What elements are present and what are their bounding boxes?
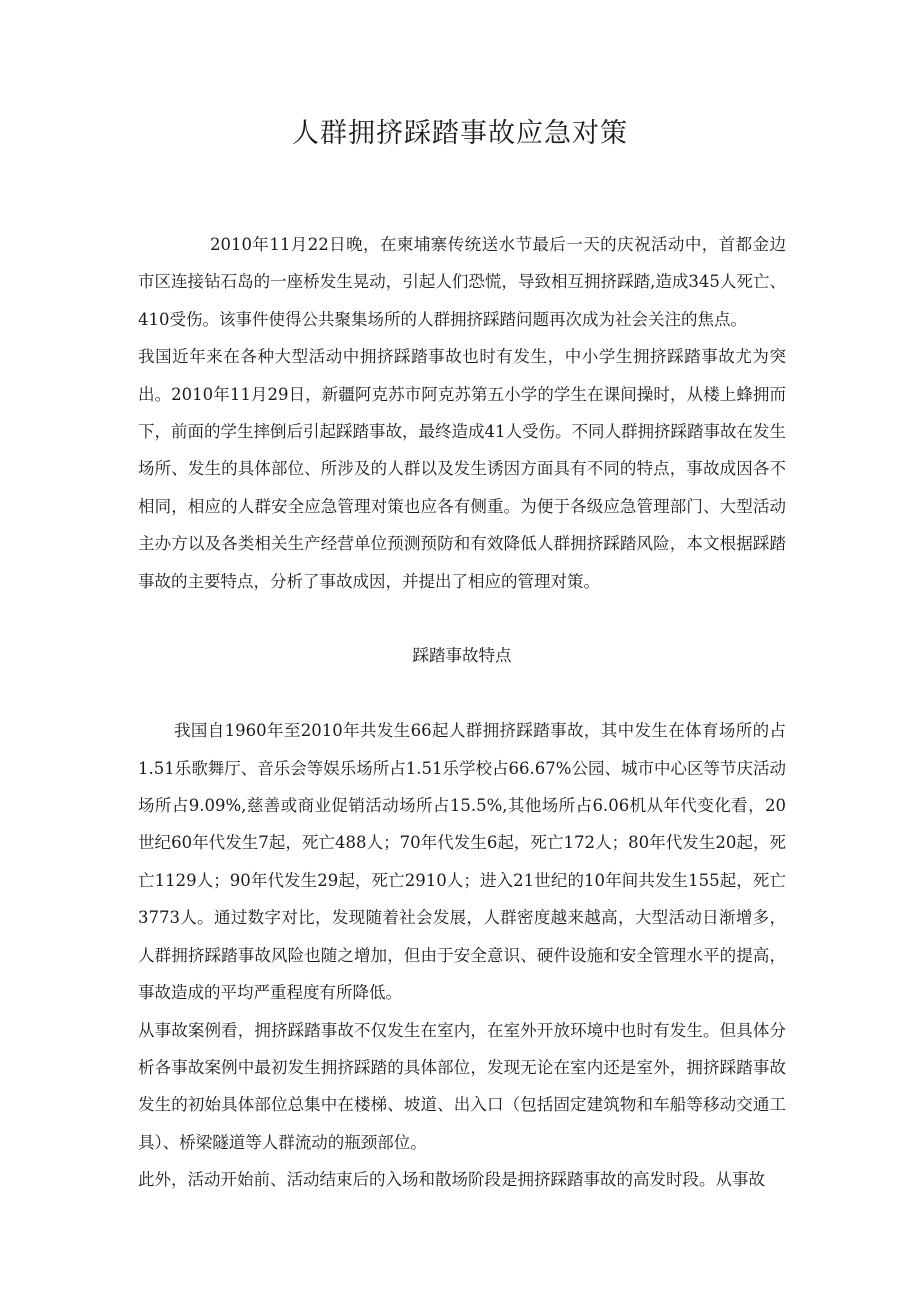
paragraph-timing: 此外，活动开始前、活动结束后的入场和散场阶段是拥挤踩踏事故的高发时段。从事故 xyxy=(138,1170,765,1190)
paragraph-china-overview: 我国近年来在各种大型活动中拥挤踩踏事故也时有发生，中小学生拥挤踩踏事故尤为突出。2010年11月29日，新疆阿克苏市阿克苏第五小学的学生在课间操时，从楼上蜂拥而下，前面的学生摔倒后引起踩踏事故，最终造成41人受伤。不同人群拥挤踩踏事故在发生场所、发生的具体部位、所涉及的人群以及发生诱因方面具有不同的特点，事故成因各不相同，相应的人群安全应急管理对策也应各有侧重。为便于各级应急管理部门、大型活动主办方以及各类相关生产经营单位预测预防和有效降低人群拥挤踩踏风险，本文根据踩踏事故的主要特点，分析了事故成因，并提出了相应的管理对策。 xyxy=(138,347,786,591)
document-title: 人群拥挤踩踏事故应急对策 xyxy=(292,118,628,149)
paragraph-locations: 从事故案例看，拥挤踩踏事故不仅发生在室内，在室外开放环境中也时有发生。但具体分析各事故案例中最初发生拥挤踩踏的具体部位，发现无论在室内还是室外，拥挤踩踏事故发生的初始具体部位总集中在楼梯、坡道、出入口（包括固定建筑物和车船等移动交通工具）、桥梁隧道等人群流动的瓶颈部位。 xyxy=(138,1020,786,1152)
blank-line xyxy=(138,600,786,637)
paragraph-cambodia-incident: 2010年11月22日晚，在柬埔寨传统送水节最后一天的庆祝活动中，首都金边市区连接钻石岛的一座桥发生晃动，引起人们恐慌，导致相互拥挤踩踏,造成345人死亡、410受伤。该事件使得公共聚集场所的人群拥挤踩踏问题再次成为社会关注的焦点。 xyxy=(138,235,786,329)
blank-line xyxy=(138,675,786,712)
document-body xyxy=(138,226,786,1199)
paragraph-statistics: 我国自1960年至2010年共发生66起人群拥挤踩踏事故，其中发生在体育场所的占1.51乐歌舞厅、音乐会等娱乐场所占1.51乐学校占66.67%公园、城市中心区等节庆活动场所占9.09%,慈善或商业促销活动场所占15.5%,其他场所占6.06机从年代变化看，20世纪60年代发生7起，死亡488人；70年代发生6起，死亡172人；80年代发生20起，死亡1129人；90年代发生29起，死亡2910人；进入21世纪的10年间共发生155起，死亡3773人。通过数字对比，发现随着社会发展，人群密度越来越高，大型活动日渐增多，人群拥挤踩踏事故风险也随之增加，但由于安全意识、硬件设施和安全管理水平的提高，事故造成的平均严重程度有所降低。 xyxy=(138,721,786,1003)
section-heading-characteristics: 踩踏事故特点 xyxy=(412,646,512,666)
